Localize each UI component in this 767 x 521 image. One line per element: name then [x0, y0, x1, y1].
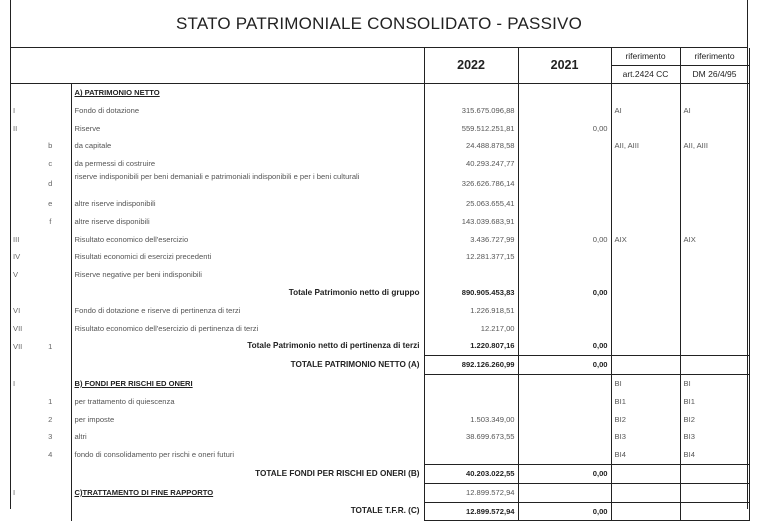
reference-dm — [680, 213, 749, 231]
row-subnumber: c — [48, 159, 53, 169]
reference-dm — [680, 84, 749, 102]
reference-art2424 — [611, 266, 680, 284]
row-description: Fondo di dotazione — [71, 102, 424, 120]
table-row — [10, 483, 749, 502]
value-2022: 890.905.453,83 — [424, 284, 518, 302]
value-2021 — [518, 137, 611, 155]
row-subnumber: 4 — [48, 450, 53, 460]
value-2021: 0,00 — [518, 231, 611, 249]
row-subnumber — [30, 374, 71, 392]
row-subnumber: 2 — [48, 414, 53, 424]
reference-dm — [680, 337, 749, 355]
value-2021 — [518, 320, 611, 338]
table-row — [10, 411, 749, 429]
value-2021 — [518, 84, 611, 102]
reference-dm — [680, 195, 749, 213]
table-row — [10, 337, 749, 355]
value-2021 — [518, 393, 611, 411]
row-description: da permessi di costruire — [71, 155, 424, 173]
reference-dm — [680, 502, 749, 521]
value-2021: 0,00 — [518, 356, 611, 375]
row-subnumber: d — [48, 179, 53, 189]
row-number: VII — [13, 341, 23, 351]
row-subnumber — [30, 302, 71, 320]
value-2021 — [518, 213, 611, 231]
row-number: V — [13, 270, 19, 280]
value-2022: 12.281.377,15 — [424, 248, 518, 266]
row-subnumber: 1 — [48, 396, 53, 406]
table-row — [10, 302, 749, 320]
table-row — [10, 393, 749, 411]
value-2021 — [518, 155, 611, 173]
value-2022: 12.899.572,94 — [424, 502, 518, 521]
reference-art2424 — [611, 284, 680, 302]
row-description: riserve indisponibili per beni demaniali e patrimoniali indisponibili e per i beni culturali — [71, 173, 424, 195]
row-subnumber — [30, 102, 71, 120]
value-2021 — [518, 428, 611, 446]
value-2021: 0,00 — [518, 502, 611, 521]
value-2022: 1.220.807,16 — [424, 337, 518, 355]
row-number: II — [13, 123, 18, 133]
row-description: altre riserve disponibili — [71, 213, 424, 231]
row-number: I — [13, 378, 16, 388]
row-subnumber — [30, 284, 71, 302]
value-2022: 559.512.251,81 — [424, 120, 518, 138]
row-description: fondo di consolidamento per rischi e oneri futuri — [71, 446, 424, 464]
reference-dm — [680, 120, 749, 138]
reference-art2424: BI4 — [611, 446, 680, 464]
table-row — [10, 502, 749, 521]
value-2022: 1.226.918,51 — [424, 302, 518, 320]
table-row — [10, 320, 749, 338]
row-number: VII — [13, 323, 23, 333]
reference-dm: BI2 — [680, 411, 749, 429]
header-ref2-label: riferimento — [680, 48, 749, 66]
table-row — [10, 213, 749, 231]
value-2022 — [424, 266, 518, 284]
table-row — [10, 248, 749, 266]
reference-art2424 — [611, 195, 680, 213]
reference-dm — [680, 155, 749, 173]
table-row — [10, 102, 749, 120]
reference-dm — [680, 483, 749, 502]
reference-dm: AI — [680, 102, 749, 120]
reference-art2424 — [611, 337, 680, 355]
row-number: III — [13, 234, 20, 244]
table-row — [10, 464, 749, 483]
header-ref1-label: riferimento — [611, 48, 680, 66]
reference-art2424 — [611, 213, 680, 231]
reference-dm: BI3 — [680, 428, 749, 446]
table-row — [10, 155, 749, 173]
row-number — [10, 502, 30, 521]
header-year-2021: 2021 — [518, 48, 611, 84]
row-subnumber: 1 — [48, 341, 53, 351]
table-row — [10, 284, 749, 302]
row-subnumber — [30, 84, 71, 102]
row-number — [10, 284, 30, 302]
header-year-2022: 2022 — [424, 48, 518, 84]
row-number — [10, 173, 30, 195]
row-description: TOTALE T.F.R. (C) — [71, 502, 424, 521]
reference-dm: AIX — [680, 231, 749, 249]
row-description: Fondo di dotazione e riserve di pertinenza di terzi — [71, 302, 424, 320]
value-2021 — [518, 102, 611, 120]
reference-art2424: AIX — [611, 231, 680, 249]
header-blank — [10, 48, 424, 84]
table-body — [10, 84, 749, 521]
value-2021: 0,00 — [518, 464, 611, 483]
table-row — [10, 446, 749, 464]
row-number — [10, 213, 30, 231]
reference-dm: BI4 — [680, 446, 749, 464]
row-number — [10, 84, 30, 102]
reference-art2424 — [611, 356, 680, 375]
row-number — [10, 356, 30, 375]
value-2021: 0,00 — [518, 284, 611, 302]
row-description: Totale Patrimonio netto di pertinenza di terzi — [71, 337, 424, 355]
row-description: altri — [71, 428, 424, 446]
value-2022: 3.436.727,99 — [424, 231, 518, 249]
table-row — [10, 195, 749, 213]
reference-dm — [680, 302, 749, 320]
row-description: altre riserve indisponibili — [71, 195, 424, 213]
row-description: TOTALE FONDI PER RISCHI ED ONERI (B) — [71, 464, 424, 483]
value-2021: 0,00 — [518, 120, 611, 138]
value-2021 — [518, 248, 611, 266]
reference-art2424: BI2 — [611, 411, 680, 429]
reference-dm — [680, 173, 749, 195]
row-description: Risultato economico dell'esercizio di pertinenza di terzi — [71, 320, 424, 338]
row-description: C)TRATTAMENTO DI FINE RAPPORTO — [71, 483, 424, 502]
value-2022: 315.675.096,88 — [424, 102, 518, 120]
row-subnumber — [30, 483, 71, 502]
table-row — [10, 173, 749, 195]
value-2022 — [424, 84, 518, 102]
reference-art2424 — [611, 483, 680, 502]
row-subnumber — [30, 248, 71, 266]
table-row — [10, 120, 749, 138]
table-row — [10, 137, 749, 155]
reference-dm — [680, 356, 749, 375]
header-ref1-source: art.2424 CC — [611, 66, 680, 84]
table-row — [10, 231, 749, 249]
row-description: Risultato economico dell'esercizio — [71, 231, 424, 249]
row-number — [10, 428, 30, 446]
row-number — [10, 411, 30, 429]
reference-art2424 — [611, 120, 680, 138]
row-number: VI — [13, 305, 21, 315]
value-2022 — [424, 393, 518, 411]
reference-art2424 — [611, 502, 680, 521]
reference-art2424: BI1 — [611, 393, 680, 411]
reference-art2424 — [611, 248, 680, 266]
value-2022: 143.039.683,91 — [424, 213, 518, 231]
row-number — [10, 137, 30, 155]
row-description: A) PATRIMONIO NETTO — [71, 84, 424, 102]
reference-dm — [680, 320, 749, 338]
row-subnumber — [30, 320, 71, 338]
value-2022: 1.503.349,00 — [424, 411, 518, 429]
table-row — [10, 374, 749, 392]
reference-art2424: BI — [611, 374, 680, 392]
reference-art2424 — [611, 464, 680, 483]
row-subnumber: 3 — [48, 432, 53, 442]
row-description: TOTALE PATRIMONIO NETTO (A) — [71, 356, 424, 375]
reference-art2424 — [611, 155, 680, 173]
row-subnumber: b — [48, 141, 53, 151]
row-description: per trattamento di quiescenza — [71, 393, 424, 411]
value-2021 — [518, 266, 611, 284]
row-description: Totale Patrimonio netto di gruppo — [71, 284, 424, 302]
value-2022: 892.126.260,99 — [424, 356, 518, 375]
value-2021 — [518, 302, 611, 320]
reference-art2424 — [611, 320, 680, 338]
row-number — [10, 195, 30, 213]
row-subnumber — [30, 231, 71, 249]
balance-sheet-table — [10, 48, 750, 521]
header-ref2-source: DM 26/4/95 — [680, 66, 749, 84]
value-2022: 38.699.673,55 — [424, 428, 518, 446]
reference-dm — [680, 266, 749, 284]
row-number — [10, 446, 30, 464]
reference-dm: AII, AIII — [680, 137, 749, 155]
reference-art2424 — [611, 173, 680, 195]
reference-art2424: AI — [611, 102, 680, 120]
reference-dm — [680, 284, 749, 302]
row-number: IV — [13, 252, 21, 262]
row-subnumber — [30, 120, 71, 138]
value-2022: 24.488.878,58 — [424, 137, 518, 155]
table-row — [10, 428, 749, 446]
table-row — [10, 84, 749, 102]
reference-art2424: AII, AIII — [611, 137, 680, 155]
value-2021 — [518, 411, 611, 429]
value-2021: 0,00 — [518, 337, 611, 355]
value-2022: 25.063.655,41 — [424, 195, 518, 213]
row-subnumber: f — [49, 216, 52, 226]
row-subnumber — [30, 356, 71, 375]
value-2022: 326.626.786,14 — [424, 173, 518, 195]
table-row — [10, 356, 749, 375]
reference-dm — [680, 248, 749, 266]
reference-dm — [680, 464, 749, 483]
row-number — [10, 393, 30, 411]
row-subnumber — [30, 464, 71, 483]
row-description: B) FONDI PER RISCHI ED ONERI — [71, 374, 424, 392]
row-number — [10, 155, 30, 173]
row-number: I — [13, 105, 16, 115]
reference-art2424 — [611, 84, 680, 102]
value-2022: 12.217,00 — [424, 320, 518, 338]
row-description: Risultati economici di esercizi precedenti — [71, 248, 424, 266]
value-2022: 12.899.572,94 — [424, 483, 518, 502]
value-2022: 40.293.247,77 — [424, 155, 518, 173]
row-description: Riserve — [71, 120, 424, 138]
reference-art2424 — [611, 302, 680, 320]
document-title: STATO PATRIMONIALE CONSOLIDATO - PASSIVO — [10, 0, 748, 48]
row-subnumber — [30, 266, 71, 284]
reference-dm: BI — [680, 374, 749, 392]
value-2022 — [424, 374, 518, 392]
row-number: I — [13, 487, 16, 497]
row-description: Riserve negative per beni indisponibili — [71, 266, 424, 284]
value-2022 — [424, 446, 518, 464]
row-description: per imposte — [71, 411, 424, 429]
reference-art2424: BI3 — [611, 428, 680, 446]
row-subnumber: e — [48, 199, 53, 209]
value-2022: 40.203.022,55 — [424, 464, 518, 483]
table-row — [10, 266, 749, 284]
value-2021 — [518, 195, 611, 213]
row-number — [10, 464, 30, 483]
value-2021 — [518, 374, 611, 392]
value-2021 — [518, 483, 611, 502]
row-subnumber — [30, 502, 71, 521]
reference-dm: BI1 — [680, 393, 749, 411]
value-2021 — [518, 446, 611, 464]
value-2021 — [518, 173, 611, 195]
row-description: da capitale — [71, 137, 424, 155]
